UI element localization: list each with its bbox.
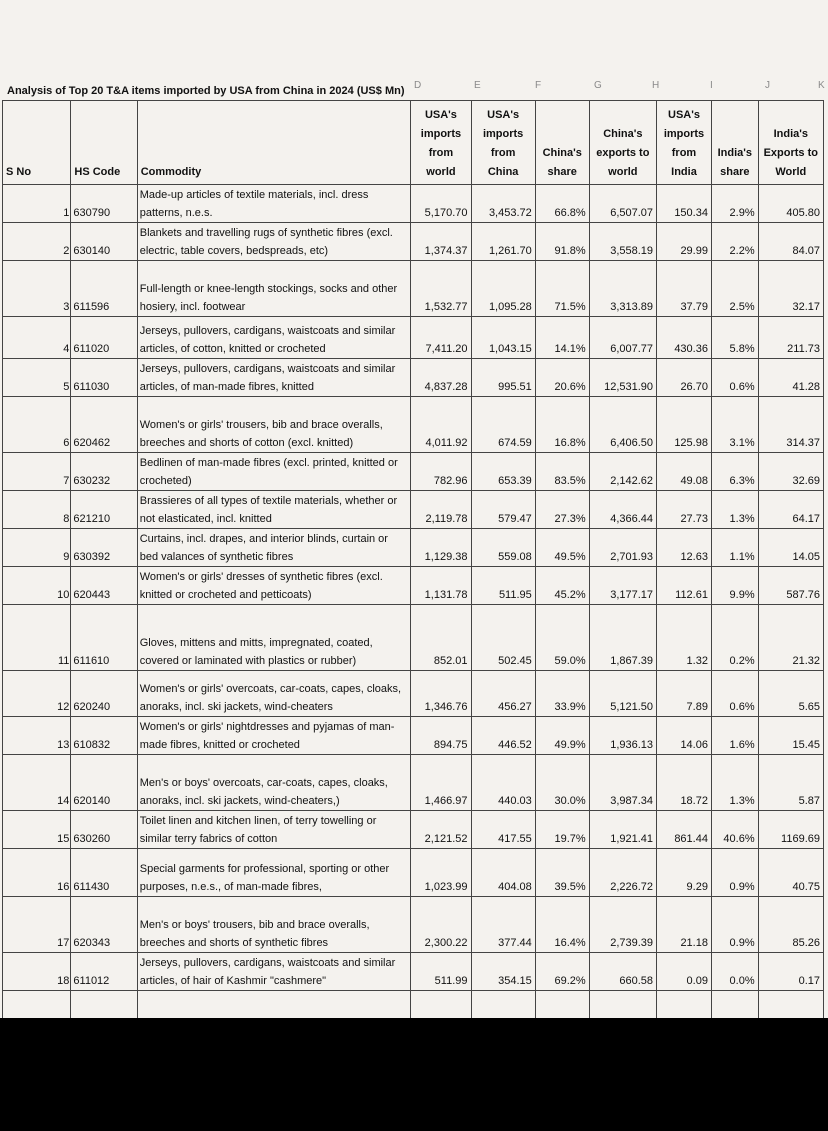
row-china-share[interactable]: 20.6% (535, 359, 589, 397)
row-india-exports-world[interactable]: 40.75 (758, 849, 823, 897)
row-india-exports-world[interactable]: 21.32 (758, 605, 823, 671)
table-body (3, 185, 824, 1019)
row-china-exports-world[interactable]: 2,226.72 (589, 849, 656, 897)
row-commodity[interactable]: Blankets and travelling rugs of synthetic fibres (excl. electric, table covers, bedspreads, etc) (137, 223, 411, 261)
row-india-share[interactable]: 0.0% (711, 953, 758, 991)
row-usa-imports-world[interactable]: 782.96 (411, 453, 471, 491)
empty-cell[interactable] (471, 991, 535, 1019)
row-usa-imports-china[interactable]: 3,453.72 (471, 185, 535, 223)
row-india-exports-world[interactable]: 14.05 (758, 529, 823, 567)
row-india-exports-world[interactable]: 211.73 (758, 317, 823, 359)
row-usa-imports-world[interactable]: 4,011.92 (411, 397, 471, 453)
row-usa-imports-india[interactable]: 29.99 (657, 223, 712, 261)
row-hs-code[interactable]: 610832 (71, 717, 137, 755)
row-hs-code[interactable]: 621210 (71, 491, 137, 529)
row-china-exports-world[interactable]: 2,739.39 (589, 897, 656, 953)
row-china-share[interactable]: 69.2% (535, 953, 589, 991)
row-usa-imports-india[interactable]: 9.29 (657, 849, 712, 897)
row-usa-imports-india[interactable]: 49.08 (657, 453, 712, 491)
row-sno[interactable]: 15 (3, 811, 71, 849)
row-usa-imports-india[interactable]: 18.72 (657, 755, 712, 811)
row-commodity[interactable]: Women's or girls' trousers, bib and brace overalls, breeches and shorts of cotton (excl. knitted) (137, 397, 411, 453)
row-india-exports-world[interactable]: 32.69 (758, 453, 823, 491)
row-china-share[interactable]: 49.9% (535, 717, 589, 755)
row-sno[interactable]: 3 (3, 261, 71, 317)
row-china-share[interactable]: 30.0% (535, 755, 589, 811)
row-china-share[interactable]: 16.4% (535, 897, 589, 953)
row-usa-imports-india[interactable]: 125.98 (657, 397, 712, 453)
row-hs-code[interactable]: 630232 (71, 453, 137, 491)
row-usa-imports-world[interactable]: 1,131.78 (411, 567, 471, 605)
row-commodity[interactable]: Toilet linen and kitchen linen, of terry towelling or similar terry fabrics of cotton (137, 811, 411, 849)
row-india-exports-world[interactable]: 32.17 (758, 261, 823, 317)
row-commodity[interactable]: Special garments for professional, sporting or other purposes, n.e.s., of man-made fibres, (137, 849, 411, 897)
row-china-exports-world[interactable]: 6,507.07 (589, 185, 656, 223)
row-india-share[interactable]: 3.1% (711, 397, 758, 453)
row-sno[interactable]: 13 (3, 717, 71, 755)
row-usa-imports-world[interactable]: 852.01 (411, 605, 471, 671)
row-india-share[interactable]: 0.2% (711, 605, 758, 671)
row-usa-imports-india[interactable]: 861.44 (657, 811, 712, 849)
row-usa-imports-world[interactable]: 2,121.52 (411, 811, 471, 849)
row-india-exports-world[interactable]: 84.07 (758, 223, 823, 261)
row-sno[interactable]: 2 (3, 223, 71, 261)
row-usa-imports-india[interactable]: 112.61 (657, 567, 712, 605)
header-hs-code[interactable]: HS Code (71, 101, 137, 185)
row-usa-imports-china[interactable]: 579.47 (471, 491, 535, 529)
row-usa-imports-china[interactable]: 995.51 (471, 359, 535, 397)
row-hs-code[interactable]: 630260 (71, 811, 137, 849)
table-row (3, 317, 824, 359)
row-usa-imports-china[interactable]: 446.52 (471, 717, 535, 755)
row-china-exports-world[interactable]: 12,531.90 (589, 359, 656, 397)
table-row (3, 223, 824, 261)
table-row (3, 397, 824, 453)
empty-cell[interactable] (71, 991, 137, 1019)
row-usa-imports-china[interactable]: 440.03 (471, 755, 535, 811)
row-china-share[interactable]: 27.3% (535, 491, 589, 529)
table-row (3, 953, 824, 991)
row-commodity[interactable]: Men's or boys' trousers, bib and brace overalls, breeches and shorts of synthetic fibres (137, 897, 411, 953)
row-hs-code[interactable]: 611596 (71, 261, 137, 317)
row-sno[interactable]: 10 (3, 567, 71, 605)
row-india-share[interactable]: 2.5% (711, 261, 758, 317)
row-hs-code[interactable]: 620462 (71, 397, 137, 453)
empty-cell[interactable] (711, 991, 758, 1019)
column-letter[interactable]: J (765, 80, 770, 91)
table-row (3, 849, 824, 897)
row-china-share[interactable]: 66.8% (535, 185, 589, 223)
header-sno[interactable]: S No (3, 101, 71, 185)
table-row (3, 897, 824, 953)
row-sno[interactable]: 4 (3, 317, 71, 359)
table-row (3, 671, 824, 717)
row-commodity[interactable]: Curtains, incl. drapes, and interior blinds, curtain or bed valances of synthetic fibres (137, 529, 411, 567)
empty-cell[interactable] (758, 991, 823, 1019)
row-india-share[interactable]: 1.1% (711, 529, 758, 567)
row-commodity[interactable]: Women's or girls' nightdresses and pyjamas of man-made fibres, knitted or crocheted (137, 717, 411, 755)
header-row (3, 101, 824, 185)
row-usa-imports-world[interactable]: 5,170.70 (411, 185, 471, 223)
row-usa-imports-india[interactable]: 37.79 (657, 261, 712, 317)
table-row (3, 491, 824, 529)
empty-cell[interactable] (589, 991, 656, 1019)
row-usa-imports-china[interactable]: 1,095.28 (471, 261, 535, 317)
row-india-exports-world[interactable]: 587.76 (758, 567, 823, 605)
row-india-exports-world[interactable]: 64.17 (758, 491, 823, 529)
row-sno[interactable]: 6 (3, 397, 71, 453)
header-commodity[interactable]: Commodity (137, 101, 411, 185)
row-sno[interactable]: 17 (3, 897, 71, 953)
row-china-exports-world[interactable]: 2,701.93 (589, 529, 656, 567)
row-usa-imports-world[interactable]: 511.99 (411, 953, 471, 991)
row-china-share[interactable]: 71.5% (535, 261, 589, 317)
header-usa-imports-world[interactable]: USA's imports from world (411, 101, 471, 185)
row-hs-code[interactable]: 611012 (71, 953, 137, 991)
row-commodity[interactable]: Jerseys, pullovers, cardigans, waistcoats and similar articles, of man-made fibres, knitted (137, 359, 411, 397)
row-india-exports-world[interactable]: 15.45 (758, 717, 823, 755)
row-usa-imports-world[interactable]: 1,374.37 (411, 223, 471, 261)
row-china-exports-world[interactable]: 4,366.44 (589, 491, 656, 529)
data-table (2, 100, 824, 1018)
row-usa-imports-india[interactable]: 150.34 (657, 185, 712, 223)
row-india-share[interactable]: 0.9% (711, 897, 758, 953)
empty-cell[interactable] (535, 991, 589, 1019)
row-usa-imports-world[interactable]: 2,119.78 (411, 491, 471, 529)
row-usa-imports-world[interactable]: 894.75 (411, 717, 471, 755)
row-usa-imports-china[interactable]: 1,043.15 (471, 317, 535, 359)
header-india-exports-world[interactable]: India's Exports to World (758, 101, 823, 185)
sheet-title[interactable]: Analysis of Top 20 T&A items imported by USA from China in 2024 (US$ Mn) (7, 85, 405, 97)
row-usa-imports-india[interactable]: 1.32 (657, 605, 712, 671)
row-china-share[interactable]: 91.8% (535, 223, 589, 261)
table-row (3, 717, 824, 755)
row-india-share[interactable]: 1.3% (711, 491, 758, 529)
row-china-exports-world[interactable]: 1,867.39 (589, 605, 656, 671)
row-india-exports-world[interactable]: 41.28 (758, 359, 823, 397)
row-hs-code[interactable]: 611020 (71, 317, 137, 359)
row-sno[interactable]: 7 (3, 453, 71, 491)
table-row (3, 811, 824, 849)
column-letter[interactable]: E (474, 80, 481, 91)
row-india-share[interactable]: 2.9% (711, 185, 758, 223)
table-row (3, 359, 824, 397)
row-hs-code[interactable]: 620140 (71, 755, 137, 811)
row-india-exports-world[interactable]: 405.80 (758, 185, 823, 223)
row-china-exports-world[interactable]: 5,121.50 (589, 671, 656, 717)
row-hs-code[interactable]: 611430 (71, 849, 137, 897)
row-china-share[interactable]: 19.7% (535, 811, 589, 849)
row-commodity[interactable]: Women's or girls' dresses of synthetic fibres (excl. knitted or crocheted and petticoats) (137, 567, 411, 605)
row-usa-imports-world[interactable]: 1,466.97 (411, 755, 471, 811)
empty-cell[interactable] (137, 991, 411, 1019)
row-china-exports-world[interactable]: 6,007.77 (589, 317, 656, 359)
row-india-share[interactable]: 6.3% (711, 453, 758, 491)
header-usa-imports-china[interactable]: USA's imports from China (471, 101, 535, 185)
row-sno[interactable]: 14 (3, 755, 71, 811)
row-usa-imports-india[interactable]: 14.06 (657, 717, 712, 755)
row-china-exports-world[interactable]: 3,313.89 (589, 261, 656, 317)
row-india-share[interactable]: 2.2% (711, 223, 758, 261)
row-sno[interactable]: 8 (3, 491, 71, 529)
row-india-exports-world[interactable]: 314.37 (758, 397, 823, 453)
row-china-share[interactable]: 39.5% (535, 849, 589, 897)
row-sno[interactable]: 1 (3, 185, 71, 223)
row-hs-code[interactable]: 611030 (71, 359, 137, 397)
row-usa-imports-china[interactable]: 417.55 (471, 811, 535, 849)
row-hs-code[interactable]: 620443 (71, 567, 137, 605)
table-row (3, 529, 824, 567)
row-india-share[interactable]: 5.8% (711, 317, 758, 359)
row-commodity[interactable]: Jerseys, pullovers, cardigans, waistcoats and similar articles, of cotton, knitted or crocheted (137, 317, 411, 359)
row-china-exports-world[interactable]: 2,142.62 (589, 453, 656, 491)
row-usa-imports-china[interactable]: 511.95 (471, 567, 535, 605)
row-commodity[interactable]: Jerseys, pullovers, cardigans, waistcoats and similar articles, of hair of Kashmir "cashmere" (137, 953, 411, 991)
row-hs-code[interactable]: 630140 (71, 223, 137, 261)
row-china-share[interactable]: 59.0% (535, 605, 589, 671)
row-hs-code[interactable]: 630392 (71, 529, 137, 567)
column-letter[interactable]: H (652, 80, 660, 91)
row-commodity[interactable]: Brassieres of all types of textile materials, whether or not elasticated, incl. knitted (137, 491, 411, 529)
row-usa-imports-world[interactable]: 7,411.20 (411, 317, 471, 359)
row-china-share[interactable]: 16.8% (535, 397, 589, 453)
row-india-share[interactable]: 0.9% (711, 849, 758, 897)
row-usa-imports-china[interactable]: 674.59 (471, 397, 535, 453)
column-letter[interactable]: F (535, 80, 542, 91)
row-usa-imports-india[interactable]: 12.63 (657, 529, 712, 567)
row-india-exports-world[interactable]: 85.26 (758, 897, 823, 953)
empty-cell[interactable] (3, 991, 71, 1019)
row-commodity[interactable]: Bedlinen of man-made fibres (excl. printed, knitted or crocheted) (137, 453, 411, 491)
row-usa-imports-china[interactable]: 377.44 (471, 897, 535, 953)
row-india-share[interactable]: 40.6% (711, 811, 758, 849)
row-usa-imports-india[interactable]: 0.09 (657, 953, 712, 991)
row-usa-imports-china[interactable]: 653.39 (471, 453, 535, 491)
header-usa-imports-india[interactable]: USA's imports from India (657, 101, 712, 185)
row-india-share[interactable]: 1.3% (711, 755, 758, 811)
row-usa-imports-world[interactable]: 4,837.28 (411, 359, 471, 397)
header-china-exports-world[interactable]: China's exports to world (589, 101, 656, 185)
row-sno[interactable]: 9 (3, 529, 71, 567)
row-usa-imports-china[interactable]: 404.08 (471, 849, 535, 897)
row-india-share[interactable]: 1.6% (711, 717, 758, 755)
row-usa-imports-china[interactable]: 1,261.70 (471, 223, 535, 261)
row-usa-imports-india[interactable]: 7.89 (657, 671, 712, 717)
row-china-exports-world[interactable]: 3,987.34 (589, 755, 656, 811)
row-commodity[interactable]: Women's or girls' overcoats, car-coats, capes, cloaks, anoraks, incl. ski jackets, wind-cheaters (137, 671, 411, 717)
row-usa-imports-india[interactable]: 21.18 (657, 897, 712, 953)
row-commodity[interactable]: Men's or boys' overcoats, car-coats, capes, cloaks, anoraks, incl. ski jackets, wind-cheaters,) (137, 755, 411, 811)
row-india-share[interactable]: 0.6% (711, 359, 758, 397)
table-row (3, 185, 824, 223)
column-letter[interactable]: G (594, 80, 602, 91)
row-sno[interactable]: 12 (3, 671, 71, 717)
table-row (3, 605, 824, 671)
row-sno[interactable]: 11 (3, 605, 71, 671)
table-row (3, 755, 824, 811)
row-india-exports-world[interactable]: 5.87 (758, 755, 823, 811)
row-usa-imports-india[interactable]: 26.70 (657, 359, 712, 397)
row-india-share[interactable]: 0.6% (711, 671, 758, 717)
row-usa-imports-china[interactable]: 354.15 (471, 953, 535, 991)
header-china-share[interactable]: China's share (535, 101, 589, 185)
row-china-exports-world[interactable]: 6,406.50 (589, 397, 656, 453)
row-usa-imports-world[interactable]: 1,023.99 (411, 849, 471, 897)
row-hs-code[interactable]: 630790 (71, 185, 137, 223)
row-india-exports-world[interactable]: 1169.69 (758, 811, 823, 849)
row-hs-code[interactable]: 611610 (71, 605, 137, 671)
row-usa-imports-china[interactable]: 559.08 (471, 529, 535, 567)
row-sno[interactable]: 16 (3, 849, 71, 897)
row-sno[interactable]: 5 (3, 359, 71, 397)
row-china-exports-world[interactable]: 3,177.17 (589, 567, 656, 605)
column-letter[interactable]: I (710, 80, 713, 91)
row-usa-imports-world[interactable]: 1,346.76 (411, 671, 471, 717)
row-usa-imports-india[interactable]: 27.73 (657, 491, 712, 529)
row-china-exports-world[interactable]: 1,921.41 (589, 811, 656, 849)
row-usa-imports-world[interactable]: 1,129.38 (411, 529, 471, 567)
header-india-share[interactable]: India's share (711, 101, 758, 185)
empty-row (3, 991, 824, 1019)
row-india-exports-world[interactable]: 5.65 (758, 671, 823, 717)
row-china-share[interactable]: 49.5% (535, 529, 589, 567)
empty-cell[interactable] (411, 991, 471, 1019)
row-commodity[interactable]: Made-up articles of textile materials, incl. dress patterns, n.e.s. (137, 185, 411, 223)
row-china-share[interactable]: 83.5% (535, 453, 589, 491)
row-usa-imports-china[interactable]: 456.27 (471, 671, 535, 717)
table-row (3, 453, 824, 491)
row-china-exports-world[interactable]: 1,936.13 (589, 717, 656, 755)
row-usa-imports-world[interactable]: 1,532.77 (411, 261, 471, 317)
table-row (3, 261, 824, 317)
row-hs-code[interactable]: 620240 (71, 671, 137, 717)
row-india-share[interactable]: 9.9% (711, 567, 758, 605)
row-usa-imports-world[interactable]: 2,300.22 (411, 897, 471, 953)
row-china-share[interactable]: 33.9% (535, 671, 589, 717)
row-commodity[interactable]: Gloves, mittens and mitts, impregnated, coated, covered or laminated with plastics or rubber) (137, 605, 411, 671)
row-usa-imports-india[interactable]: 430.36 (657, 317, 712, 359)
row-commodity[interactable]: Full-length or knee-length stockings, socks and other hosiery, incl. footwear (137, 261, 411, 317)
row-hs-code[interactable]: 620343 (71, 897, 137, 953)
row-sno[interactable]: 18 (3, 953, 71, 991)
column-letter[interactable]: D (414, 80, 422, 91)
row-china-share[interactable]: 45.2% (535, 567, 589, 605)
row-usa-imports-china[interactable]: 502.45 (471, 605, 535, 671)
row-china-share[interactable]: 14.1% (535, 317, 589, 359)
column-letter[interactable]: K (818, 80, 825, 91)
row-china-exports-world[interactable]: 3,558.19 (589, 223, 656, 261)
row-china-exports-world[interactable]: 660.58 (589, 953, 656, 991)
table-row (3, 567, 824, 605)
empty-cell[interactable] (657, 991, 712, 1019)
row-india-exports-world[interactable]: 0.17 (758, 953, 823, 991)
